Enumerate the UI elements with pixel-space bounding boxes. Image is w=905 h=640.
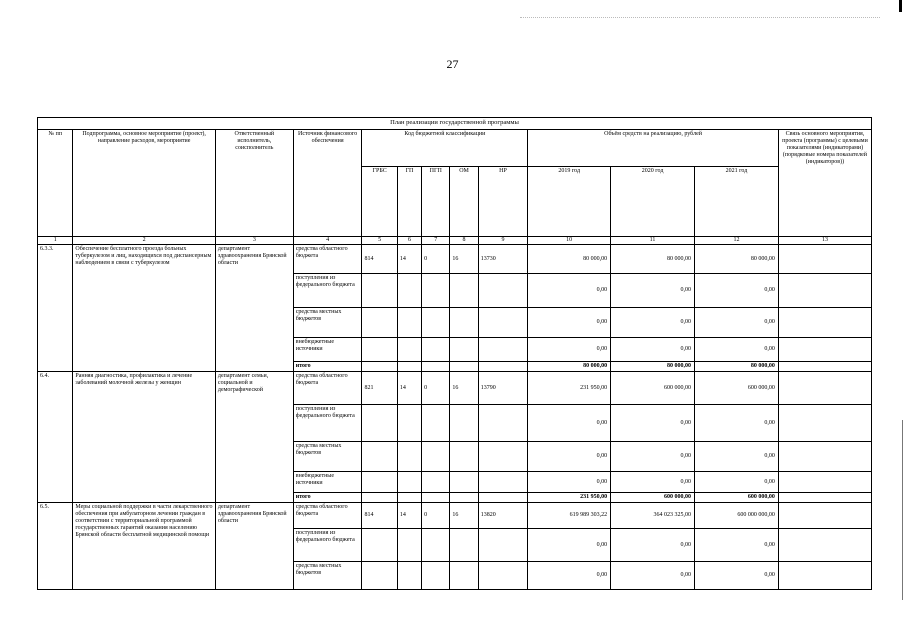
code-grbs xyxy=(362,529,397,562)
code-nr xyxy=(478,308,528,338)
column-index-2: 2 xyxy=(73,237,216,245)
code-gp xyxy=(397,529,421,562)
indicator-link xyxy=(778,338,871,362)
code-pgp xyxy=(422,308,450,338)
code-nr xyxy=(478,338,528,362)
code-grbs xyxy=(362,442,397,472)
code-pgp: 0 xyxy=(422,245,450,274)
scan-edge-mark xyxy=(899,0,902,12)
amount-2020: 0,00 xyxy=(611,529,695,562)
code-nr: 13820 xyxy=(478,503,528,529)
code-pgp: 0 xyxy=(422,503,450,529)
code-om: 16 xyxy=(450,503,478,529)
code-om xyxy=(450,562,478,590)
amount-2019: 0,00 xyxy=(528,472,611,493)
code-pgp xyxy=(422,405,450,442)
code-gp xyxy=(397,338,421,362)
total-label: итого xyxy=(293,362,362,372)
total-2020: 80 000,00 xyxy=(611,362,695,372)
header-volume: Объём средств на реализацию, рублей xyxy=(528,130,779,167)
column-index-13: 13 xyxy=(778,237,871,245)
header-2020: 2020 год xyxy=(611,167,695,237)
header-gp: ГП xyxy=(397,167,421,237)
code-gp: 14 xyxy=(397,503,421,529)
indicator-link xyxy=(778,442,871,472)
amount-2021: 0,00 xyxy=(695,274,779,308)
funding-source: средства местных бюджетов xyxy=(293,308,362,338)
indicator-link xyxy=(778,308,871,338)
code-empty xyxy=(422,493,450,503)
code-om xyxy=(450,274,478,308)
header-num: № пп xyxy=(38,130,73,237)
column-index-4: 4 xyxy=(293,237,362,245)
code-grbs xyxy=(362,405,397,442)
header-budget-code: Код бюджетной классификации xyxy=(362,130,528,167)
total-2021: 80 000,00 xyxy=(695,362,779,372)
amount-2021: 600 000 000,00 xyxy=(695,503,779,529)
code-empty xyxy=(422,362,450,372)
code-pgp xyxy=(422,529,450,562)
amount-2020: 364 023 325,00 xyxy=(611,503,695,529)
row-number: 6.5. xyxy=(38,503,73,590)
amount-2019: 80 000,00 xyxy=(528,245,611,274)
indicator-link xyxy=(778,405,871,442)
measure-name: Ранняя диагностика, профилактика и лечение заболеваний молочной железы у женщин xyxy=(73,372,216,503)
total-2020: 600 000,00 xyxy=(611,493,695,503)
executor-name: департамент семьи, социальной и демографической xyxy=(215,372,293,503)
code-om: 16 xyxy=(450,245,478,274)
total-2019: 80 000,00 xyxy=(528,362,611,372)
header-subprogram: Подпрограмма, основное мероприятие (проект), направление расходов, мероприятие xyxy=(73,130,216,237)
funding-source: внебюджетные источники xyxy=(293,472,362,493)
header-nr: НР xyxy=(478,167,528,237)
scan-edge-line xyxy=(902,420,903,600)
amount-2019: 0,00 xyxy=(528,562,611,590)
code-grbs xyxy=(362,338,397,362)
indicator-link xyxy=(778,493,871,503)
amount-2021: 0,00 xyxy=(695,562,779,590)
column-index-7: 7 xyxy=(422,237,450,245)
code-pgp xyxy=(422,472,450,493)
column-index-6: 6 xyxy=(397,237,421,245)
code-nr xyxy=(478,562,528,590)
indicator-link xyxy=(778,274,871,308)
code-empty xyxy=(450,362,478,372)
code-grbs: 821 xyxy=(362,372,397,405)
amount-2020: 600 000,00 xyxy=(611,372,695,405)
code-gp xyxy=(397,562,421,590)
code-om xyxy=(450,308,478,338)
code-nr xyxy=(478,529,528,562)
code-empty xyxy=(362,362,397,372)
measure-name: Обеспечение бесплатного проезда больных туберкулезом и лиц, находящихся под диспансерным наблюдением в связи с туберкулезом xyxy=(73,245,216,372)
header-link: Связь основного мероприятия, проекта (программы) с целевыми показателями (индикаторами) (порядковые номера показателей (индикаторов)) xyxy=(778,130,871,237)
code-pgp xyxy=(422,562,450,590)
header-om: ОМ xyxy=(450,167,478,237)
amount-2020: 0,00 xyxy=(611,338,695,362)
column-index-11: 11 xyxy=(611,237,695,245)
program-plan-table xyxy=(37,117,872,590)
amount-2019: 0,00 xyxy=(528,405,611,442)
code-pgp: 0 xyxy=(422,372,450,405)
funding-source: внебюджетные источники xyxy=(293,338,362,362)
amount-2020: 0,00 xyxy=(611,274,695,308)
amount-2020: 0,00 xyxy=(611,308,695,338)
code-grbs: 814 xyxy=(362,503,397,529)
amount-2020: 0,00 xyxy=(611,405,695,442)
code-nr: 13730 xyxy=(478,245,528,274)
code-grbs xyxy=(362,472,397,493)
code-om: 16 xyxy=(450,372,478,405)
header-source: Источник финансового обеспечения xyxy=(293,130,362,237)
column-index-1: 1 xyxy=(38,237,73,245)
amount-2021: 0,00 xyxy=(695,338,779,362)
indicator-link xyxy=(778,362,871,372)
header-grbs: ГРБС xyxy=(362,167,397,237)
code-gp xyxy=(397,442,421,472)
header-pgp: ПГП xyxy=(422,167,450,237)
code-pgp xyxy=(422,338,450,362)
code-nr xyxy=(478,274,528,308)
amount-2019: 231 950,00 xyxy=(528,372,611,405)
header-2021: 2021 год xyxy=(695,167,779,237)
indicator-link xyxy=(778,562,871,590)
code-om xyxy=(450,442,478,472)
total-label: итого xyxy=(293,493,362,503)
table-row xyxy=(38,372,872,405)
amount-2021: 0,00 xyxy=(695,405,779,442)
funding-source: средства местных бюджетов xyxy=(293,562,362,590)
column-index-3: 3 xyxy=(215,237,293,245)
column-index-5: 5 xyxy=(362,237,397,245)
amount-2019: 0,00 xyxy=(528,442,611,472)
code-om xyxy=(450,529,478,562)
page-number: 27 xyxy=(446,57,459,71)
executor-name: департамент здравоохранения Брянской области xyxy=(215,245,293,372)
row-number: 6.3.3. xyxy=(38,245,73,372)
code-pgp xyxy=(422,274,450,308)
indicator-link xyxy=(778,529,871,562)
header-executor: Ответственный исполнитель, соисполнитель xyxy=(215,130,293,237)
code-om xyxy=(450,405,478,442)
code-gp xyxy=(397,308,421,338)
code-grbs xyxy=(362,562,397,590)
amount-2021: 80 000,00 xyxy=(695,245,779,274)
code-grbs xyxy=(362,274,397,308)
amount-2021: 0,00 xyxy=(695,308,779,338)
column-index-8: 8 xyxy=(450,237,478,245)
column-index-10: 10 xyxy=(528,237,611,245)
header-2019: 2019 год xyxy=(528,167,611,237)
column-index-row xyxy=(38,237,872,245)
funding-source: поступления из федерального бюджета xyxy=(293,405,362,442)
funding-source: средства областного бюджета xyxy=(293,503,362,529)
code-nr xyxy=(478,405,528,442)
amount-2019: 0,00 xyxy=(528,529,611,562)
amount-2021: 0,00 xyxy=(695,529,779,562)
funding-source: средства областного бюджета xyxy=(293,372,362,405)
indicator-link xyxy=(778,503,871,529)
code-empty xyxy=(397,493,421,503)
indicator-link xyxy=(778,245,871,274)
code-gp xyxy=(397,472,421,493)
amount-2019: 0,00 xyxy=(528,308,611,338)
scan-noise xyxy=(520,17,880,20)
measure-name: Меры социальной поддержки в части лекарственного обеспечения при амбулаторном лечении граждан в соответствии с территориальной программой государственных гарантий оказания населению Брянской области бесплатной медицинской помощи xyxy=(73,503,216,590)
code-nr xyxy=(478,472,528,493)
amount-2020: 0,00 xyxy=(611,442,695,472)
total-2019: 231 950,00 xyxy=(528,493,611,503)
code-nr: 13790 xyxy=(478,372,528,405)
amount-2021: 0,00 xyxy=(695,472,779,493)
amount-2020: 80 000,00 xyxy=(611,245,695,274)
amount-2021: 0,00 xyxy=(695,442,779,472)
code-empty xyxy=(478,362,528,372)
code-gp xyxy=(397,274,421,308)
code-empty xyxy=(450,493,478,503)
code-grbs: 814 xyxy=(362,245,397,274)
amount-2021: 600 000,00 xyxy=(695,372,779,405)
code-om xyxy=(450,472,478,493)
code-grbs xyxy=(362,308,397,338)
code-empty xyxy=(478,493,528,503)
amount-2020: 0,00 xyxy=(611,562,695,590)
amount-2020: 0,00 xyxy=(611,472,695,493)
code-nr xyxy=(478,442,528,472)
indicator-link xyxy=(778,472,871,493)
column-index-9: 9 xyxy=(478,237,528,245)
table-title: План реализации государственной программы xyxy=(38,118,872,130)
total-2021: 600 000,00 xyxy=(695,493,779,503)
indicator-link xyxy=(778,372,871,405)
code-gp xyxy=(397,405,421,442)
amount-2019: 0,00 xyxy=(528,338,611,362)
funding-source: средства местных бюджетов xyxy=(293,442,362,472)
row-number: 6.4. xyxy=(38,372,73,503)
amount-2019: 619 989 303,22 xyxy=(528,503,611,529)
code-empty xyxy=(397,362,421,372)
funding-source: средства областного бюджета xyxy=(293,245,362,274)
code-empty xyxy=(362,493,397,503)
table-row xyxy=(38,245,872,274)
code-gp: 14 xyxy=(397,372,421,405)
executor-name: департамент здравоохранения Брянской области xyxy=(215,503,293,590)
code-gp: 14 xyxy=(397,245,421,274)
funding-source: поступления из федерального бюджета xyxy=(293,529,362,562)
table-row xyxy=(38,503,872,529)
amount-2019: 0,00 xyxy=(528,274,611,308)
code-om xyxy=(450,338,478,362)
code-pgp xyxy=(422,442,450,472)
column-index-12: 12 xyxy=(695,237,779,245)
funding-source: поступления из федерального бюджета xyxy=(293,274,362,308)
